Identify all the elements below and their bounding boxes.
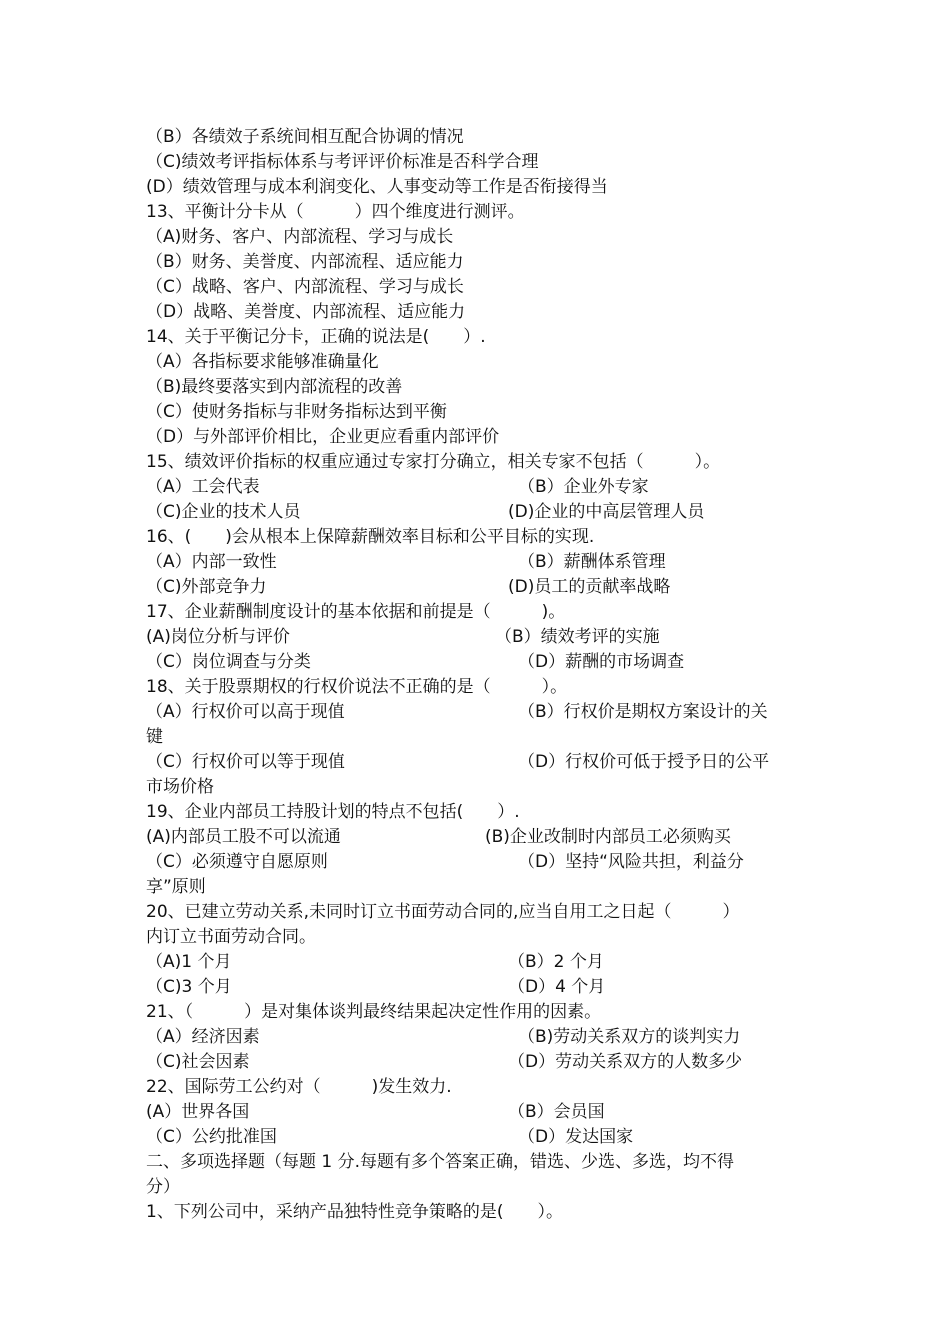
option-b: （B)最终要落实到内部流程的改善 [146,377,403,397]
option-d: （D）与外部评价相比，企业更应看重内部评价 [146,427,500,447]
option-a: （A）行权价可以高于现值 [146,702,345,722]
text-line: （C)绩效考评指标体系与考评评价标准是否科学合理 [146,152,539,172]
question-19: 19、企业内部员工持股计划的特点不包括( ）. [146,802,520,822]
option-d: （D）坚持“风险共担，利益分 [518,852,744,872]
option-b: （B）财务、美誉度、内部流程、适应能力 [146,252,464,272]
option-d: （D）发达国家 [518,1127,634,1147]
option-d: (D)员工的贡献率战略 [508,577,671,597]
option-a: （A)1 个月 [146,952,232,972]
option-b: （B）会员国 [508,1102,605,1122]
text-line: （B）各绩效子系统间相互配合协调的情况 [146,127,464,147]
option-d: （D）战略、美誉度、内部流程、适应能力 [146,302,466,322]
option-c: （C）战略、客户、内部流程、学习与成长 [146,277,464,297]
option-b: （B)劳动关系双方的谈判实力 [518,1027,741,1047]
option-c: （C）岗位调查与分类 [146,652,311,672]
option-b: （B）薪酬体系管理 [518,552,666,572]
question-14: 14、关于平衡记分卡，正确的说法是( ）. [146,327,486,347]
option-c: （C)企业的技术人员 [146,502,301,522]
option-a: （A）工会代表 [146,477,260,497]
option-d: （D）行权价可低于授予日的公平 [518,752,770,772]
option-c: （C）使财务指标与非财务指标达到平衡 [146,402,447,422]
question-22: 22、国际劳工公约对（ )发生效力. [146,1077,452,1097]
option-a: (A）世界各国 [146,1102,250,1122]
option-d: (D)企业的中高层管理人员 [508,502,705,522]
option-a: （A）经济因素 [146,1027,260,1047]
option-c: （C）行权价可以等于现值 [146,752,345,772]
option-b: (B)企业改制时内部员工必须购买 [485,827,731,847]
question-18: 18、关于股票期权的行权价说法不正确的是（ ）。 [146,677,568,697]
option-c: （C）必须遵守自愿原则 [146,852,328,872]
option-a: （A)财务、客户、内部流程、学习与成长 [146,227,454,247]
section-heading-continued: 分） [146,1177,180,1197]
option-b: （B）绩效考评的实施 [495,627,660,647]
option-b-continued: 键 [146,727,163,747]
option-a: （A）内部一致性 [146,552,277,572]
option-a: (A)岗位分析与评价 [146,627,290,647]
option-c: （C)外部竞争力 [146,577,267,597]
question-13: 13、平衡计分卡从（ ）四个维度进行测评。 [146,202,525,222]
question-20: 20、已建立劳动关系,未同时订立书面劳动合同的,应当自用工之日起（ ） [146,902,740,922]
option-c: （C）公约批准国 [146,1127,277,1147]
question-15: 15、绩效评价指标的权重应通过专家打分确立，相关专家不包括（ ）。 [146,452,721,472]
question-16: 16、( )会从根本上保障薪酬效率目标和公平目标的实现. [146,527,595,547]
option-d-continued: 享”原则 [146,877,206,897]
option-d: （D）薪酬的市场调查 [518,652,685,672]
option-b: （B）行权价是期权方案设计的关 [518,702,768,722]
question-17: 17、企业薪酬制度设计的基本依据和前提是（ )。 [146,602,566,622]
section-heading: 二、多项选择题（每题 1 分.每题有多个答案正确，错选、少选、多选，均不得 [146,1152,735,1172]
option-c: （C)3 个月 [146,977,232,997]
option-a: （A）各指标要求能够准确量化 [146,352,379,372]
question-1: 1、下列公司中，采纳产品独特性竞争策略的是( ）。 [146,1202,563,1222]
option-d-continued: 市场价格 [146,777,214,797]
option-a: (A)内部员工股不可以流通 [146,827,341,847]
option-b: （B）2 个月 [508,952,604,972]
option-c: （C)社会因素 [146,1052,250,1072]
option-d: （D）4 个月 [508,977,606,997]
option-b: （B）企业外专家 [518,477,649,497]
text-line: (D）绩效管理与成本利润变化、人事变动等工作是否衔接得当 [146,177,608,197]
question-20-continued: 内订立书面劳动合同。 [146,927,316,947]
question-21: 21、（ ）是对集体谈判最终结果起决定性作用的因素。 [146,1002,602,1022]
option-d: （D）劳动关系双方的人数多少 [508,1052,743,1072]
